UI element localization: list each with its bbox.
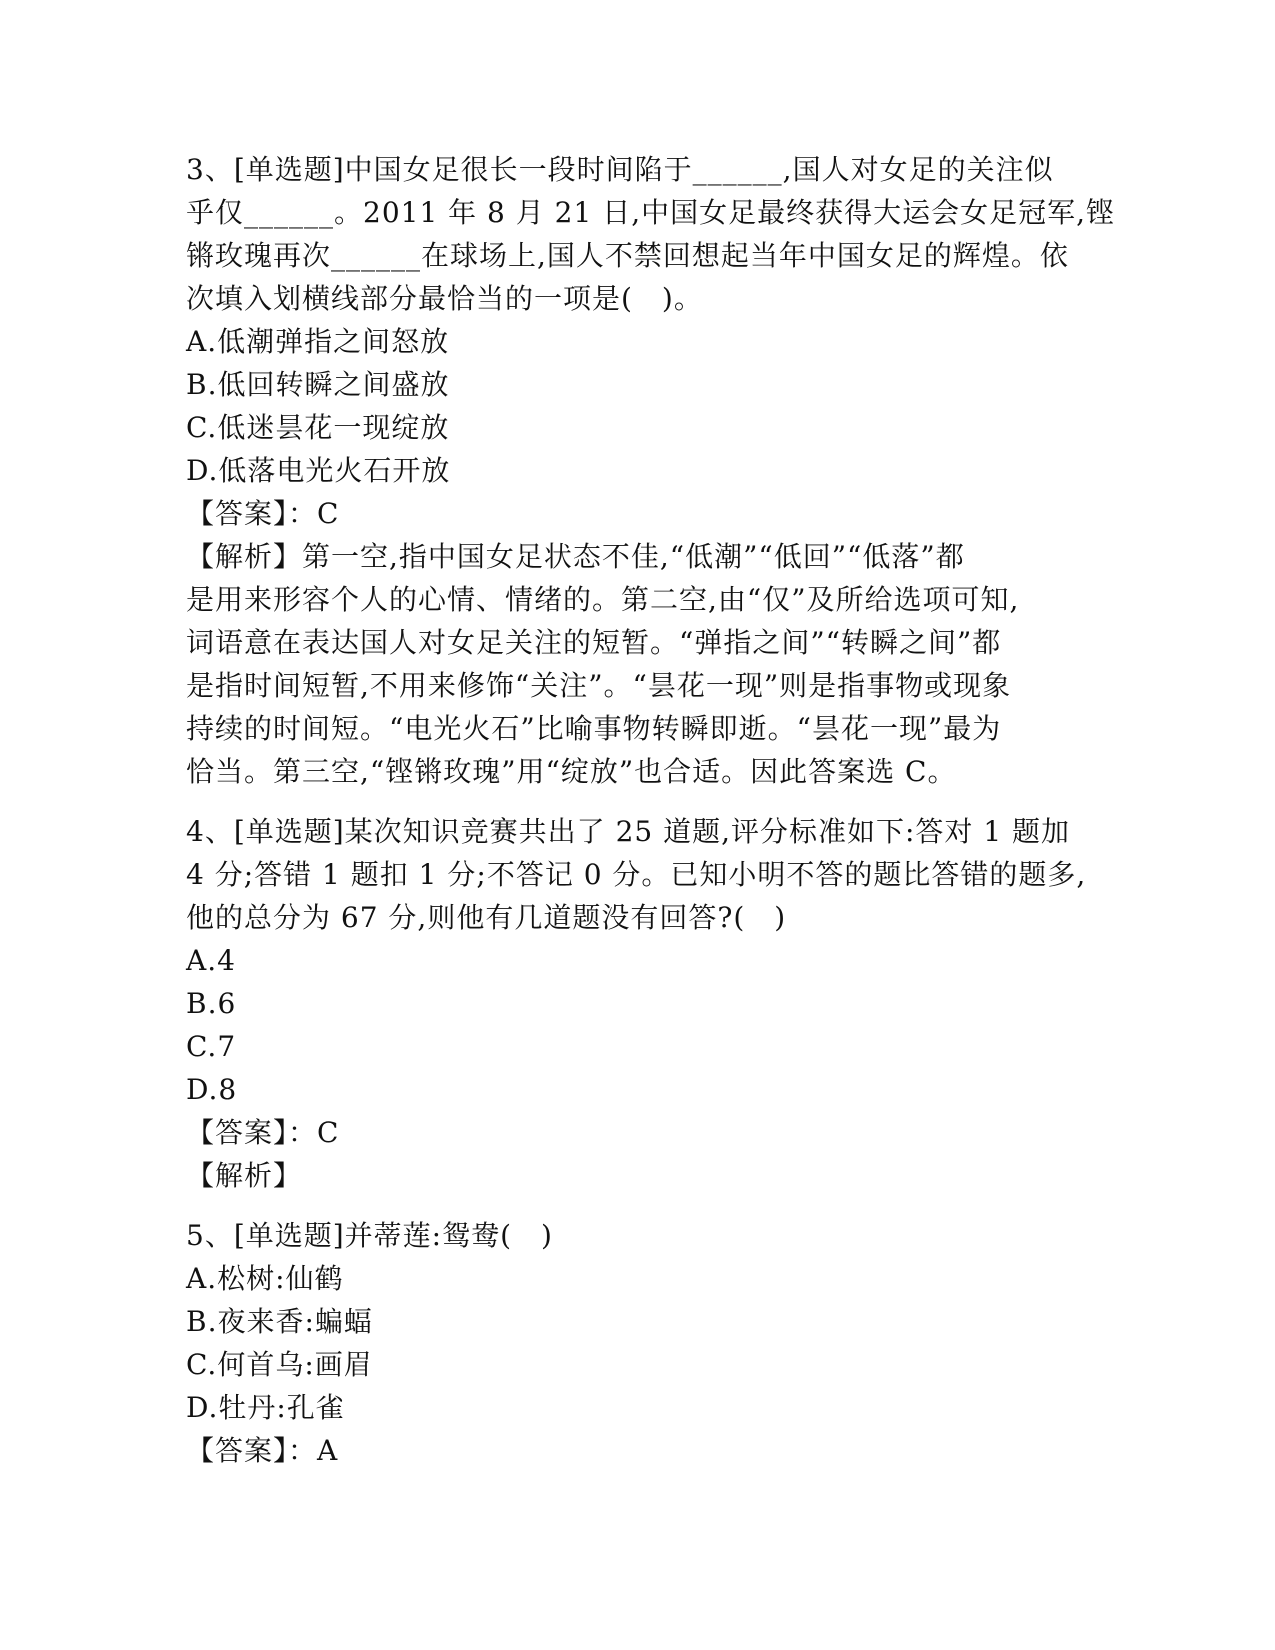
option-d: D.8 [186,1073,238,1106]
answer-line: 【答案】：A [186,1434,339,1467]
question-stem-line: 5、[单选题]并蒂莲:鸳鸯( ) [186,1219,553,1252]
question-stem-line: 乎仅______。2011 年 8 月 21 日,中国女足最终获得大运会女足冠军,铿 [186,196,1116,229]
option-a: A.低潮弹指之间怒放 [186,325,450,358]
option-d: D.低落电光火石开放 [186,454,451,487]
question-stem-line: 4 分;答错 1 题扣 1 分;不答记 0 分。已知小明不答的题比答错的题多, [186,858,1087,891]
analysis-line: 恰当。第三空,“铿锵玫瑰”用“绽放”也合适。因此答案选 C。 [186,755,957,788]
question-stem-line: 锵玫瑰再次______在球场上,国人不禁回想起当年中国女足的辉煌。依 [186,239,1069,272]
analysis-line: 【解析】 [186,1159,303,1192]
option-b: B.夜来香:蝙蝠 [186,1305,373,1338]
answer-line: 【答案】：C [186,497,340,530]
option-c: C.低迷昙花一现绽放 [186,411,450,444]
option-b: B.6 [186,987,237,1020]
analysis-line: 持续的时间短。“电光火石”比喻事物转瞬即逝。“昙花一现”最为 [186,712,1002,745]
analysis-line: 是指时间短暂,不用来修饰“关注”。“昙花一现”则是指事物或现象 [186,669,1012,702]
analysis-line: 词语意在表达国人对女足关注的短暂。“弹指之间”“转瞬之间”都 [186,626,1002,659]
analysis-line: 是用来形容个人的心情、情绪的。第二空,由“仅”及所给选项可知, [186,583,1020,616]
question-spacer [186,1197,1086,1214]
document-page [186,148,1116,1472]
option-a: A.松树:仙鹤 [186,1262,344,1295]
question-stem-line: 他的总分为 67 分,则他有几道题没有回答?( ) [186,901,787,934]
question-stem-line: 3、[单选题]中国女足很长一段时间陷于______,国人对女足的关注似 [186,153,1054,186]
question-stem-line: 次填入划横线部分最恰当的一项是( )。 [186,282,703,315]
question-4 [186,810,1086,1197]
analysis-line: 【解析】第一空,指中国女足状态不佳,“低潮”“低回”“低落”都 [186,540,965,573]
option-a: A.4 [186,944,236,977]
question-spacer [186,793,1086,810]
option-c: C.7 [186,1030,237,1063]
option-b: B.低回转瞬之间盛放 [186,368,450,401]
option-c: C.何首乌:画眉 [186,1348,373,1381]
option-d: D.牡丹:孔雀 [186,1391,345,1424]
question-stem-line: 4、[单选题]某次知识竞赛共出了 25 道题,评分标准如下:答对 1 题加 [186,815,1071,848]
answer-line: 【答案】：C [186,1116,340,1149]
question-5 [186,1214,1086,1472]
question-3 [186,148,1116,793]
